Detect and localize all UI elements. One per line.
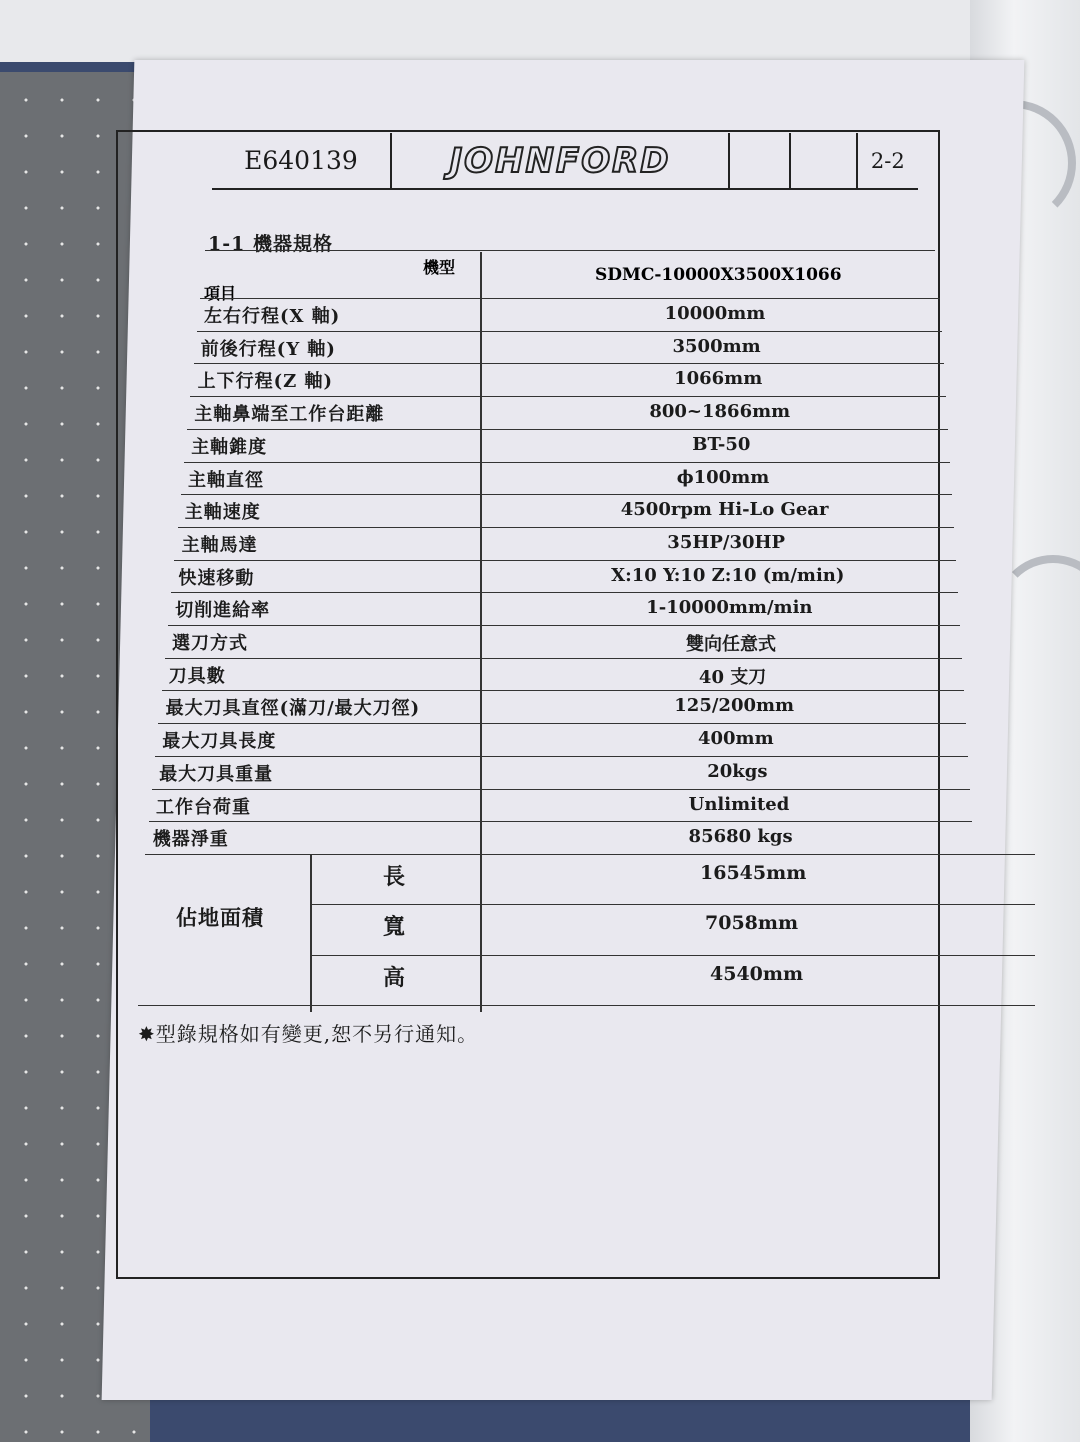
footprint-dimension-label: 寬 [383, 914, 406, 941]
page-number: 2-2 [870, 148, 905, 173]
brand-logo-text: JOHNFORD [449, 140, 671, 181]
spec-label: 快速移動 [178, 567, 255, 589]
spec-value: 40 支刀 [698, 666, 767, 688]
spec-value: 85680 kgs [688, 826, 793, 848]
spec-label: 工作台荷重 [156, 796, 251, 818]
spec-value: 125/200mm [674, 695, 795, 717]
sheet-header [212, 133, 918, 190]
spec-value: X:10 Y:10 Z:10 (m/min) [611, 564, 845, 586]
spec-row [165, 658, 962, 692]
footprint-divider [310, 854, 312, 1012]
spec-value: 雙向任意式 [686, 634, 776, 655]
spec-label: 選刀方式 [172, 633, 248, 654]
spec-value: 4500rpm Hi-Lo Gear [620, 499, 829, 521]
disclaimer-note: ✸型錄規格如有變更,恕不另行通知。 [138, 1022, 479, 1046]
spec-value: 3500mm [672, 335, 761, 357]
document-number: E640139 [212, 133, 392, 188]
header-item-label: 項目 [204, 284, 237, 303]
spec-row [168, 625, 960, 659]
spec-label: 主軸鼻端至工作台距離 [194, 404, 385, 426]
spec-label: 主軸錐度 [191, 436, 268, 458]
spec-row [200, 298, 940, 332]
footprint-dimension-value: 4540mm [710, 962, 804, 985]
brand-logo [392, 133, 730, 188]
footprint-row-line [310, 955, 1035, 956]
spec-row [184, 462, 950, 496]
header-blank-cell [730, 133, 791, 188]
spec-label: 機器淨重 [152, 829, 229, 851]
spec-row [171, 592, 958, 626]
spec-label: 最大刀具直徑(滿刀/最大刀徑) [165, 698, 421, 720]
spec-label: 刀具數 [168, 665, 226, 687]
header-blank-cell [791, 133, 857, 188]
spec-value: 400mm [697, 728, 774, 750]
spec-row [181, 494, 952, 528]
section-title: 1-1 機器規格 [208, 233, 333, 255]
spec-label: 主軸速度 [184, 502, 261, 524]
footprint-dimension-label: 高 [383, 964, 406, 991]
spec-value: BT-50 [692, 433, 751, 455]
footprint-dimension-value: 16545mm [700, 861, 807, 884]
spec-label: 切削進給率 [175, 600, 271, 622]
spec-row [162, 690, 964, 724]
spec-row [194, 363, 944, 397]
spec-label: 左右行程(X 軸) [204, 306, 341, 327]
spec-label: 最大刀具重量 [159, 763, 274, 785]
spec-label: 前後行程(Y 軸) [200, 338, 336, 360]
spec-row [174, 560, 956, 594]
spec-value: Unlimited [688, 793, 790, 815]
spec-value: ϕ100mm [676, 466, 770, 488]
spec-row [152, 789, 970, 823]
spec-value: 1066mm [674, 368, 763, 390]
spec-row [190, 396, 946, 430]
spec-label: 主軸直徑 [188, 469, 264, 491]
spec-value: 1-10000mm/min [646, 597, 813, 619]
spec-label: 上下行程(Z 軸) [197, 371, 334, 393]
header-model-label: 機型 [423, 258, 456, 277]
footprint-dimension-label: 長 [383, 863, 406, 890]
model-name: SDMC-10000X3500X1066 [595, 265, 842, 285]
spec-value: 10000mm [664, 303, 766, 324]
spec-label: 最大刀具長度 [162, 731, 277, 753]
spec-value: 800~1866mm [649, 401, 791, 423]
footprint-block [145, 854, 1035, 1006]
spec-row [178, 527, 954, 561]
footprint-dimension-value: 7058mm [705, 912, 799, 935]
spec-value: 20kgs [707, 760, 768, 782]
spec-row [197, 331, 942, 365]
spec-header-row [204, 250, 935, 303]
footprint-row-line [310, 904, 1035, 905]
table-bottom-line [138, 1005, 1035, 1006]
spec-row [149, 821, 972, 855]
spec-row [187, 429, 948, 463]
spec-label: 主軸馬達 [181, 534, 258, 556]
spec-row [158, 723, 966, 757]
spec-value: 35HP/30HP [667, 531, 786, 553]
spec-row [155, 756, 968, 790]
footprint-label: 佔地面積 [176, 904, 264, 930]
